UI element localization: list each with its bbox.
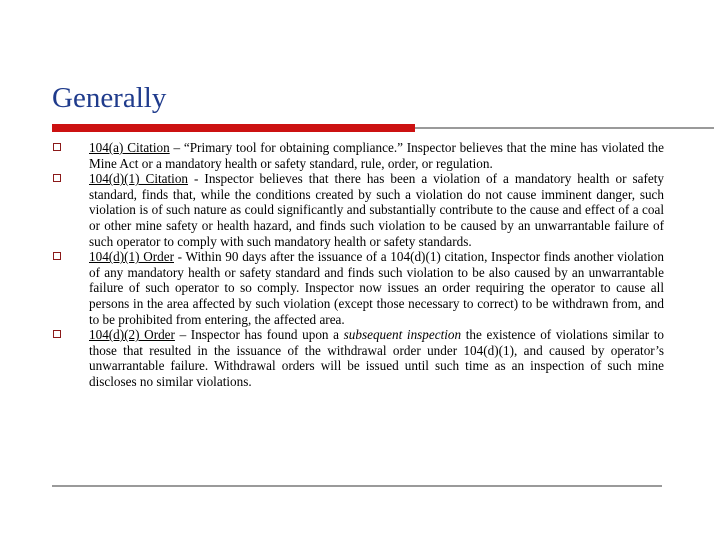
slide-title: Generally (52, 82, 167, 114)
footer-rule-line (52, 485, 662, 487)
bullet-item-104d1-order (52, 249, 664, 327)
bullet-reference: 104(d)(1) Citation (89, 171, 189, 187)
bullet-reference: 104(d)(2) Order (89, 327, 175, 343)
bullet-item-104d1-citation (52, 171, 664, 249)
bullet-item-104a-citation (52, 140, 664, 171)
bullet-reference: 104(a) Citation (89, 140, 170, 155)
square-bullet-icon (53, 143, 61, 151)
bullet-list (52, 140, 664, 390)
bullet-text-continued: the existence of violations similar to those that resulted in the issuance of the withdrawal order under 104(d)(1), and caused by operator’s unwarrantable failure. Withdrawal orders will be issued until such time as an inspection of such mine discloses no similar violations. (89, 327, 665, 389)
title-rule-line (415, 127, 714, 129)
title-accent-bar (52, 124, 415, 132)
square-bullet-icon (53, 174, 61, 182)
bullet-text: - Inspector believes that there has been a violation of a mandatory health or safety standard, finds that, while the conditions created by such a violation do not cause imminent danger, such violation is of such nature as could significantly and substantially contribute to the cause and effect of a coal or other mine safety or health hazard, and finds such violation to be caused by an unwarrantable failure of such operator to comply with such mandatory health or safety standards. (89, 171, 664, 249)
bullet-reference: 104(d)(1) Order (89, 249, 174, 265)
square-bullet-icon (53, 330, 61, 338)
bullet-text: - Within 90 days after the issuance of a 104(d)(1) citation, Inspector finds another violation of any mandatory health or safety standard and finds such violation to be also caused by an unwarrantable failure of such operator to so comply. Inspector now issues an order requiring the operator to cause all persons in the area affected by such violation (except those necessary to correct) to be withdrawn from, and to be prohibited from entering, the affected area. (89, 249, 664, 327)
bullet-text: – Inspector has found upon a (174, 327, 344, 343)
bullet-text: – “Primary tool for obtaining compliance.” Inspector believes that the mine has violated the Mine Act or a mandatory health or safety standard, rule, order, or regulation. (89, 140, 664, 171)
bullet-item-104d2-order (52, 327, 664, 389)
square-bullet-icon (53, 252, 61, 260)
bullet-emphasis: subsequent inspection (343, 327, 462, 343)
